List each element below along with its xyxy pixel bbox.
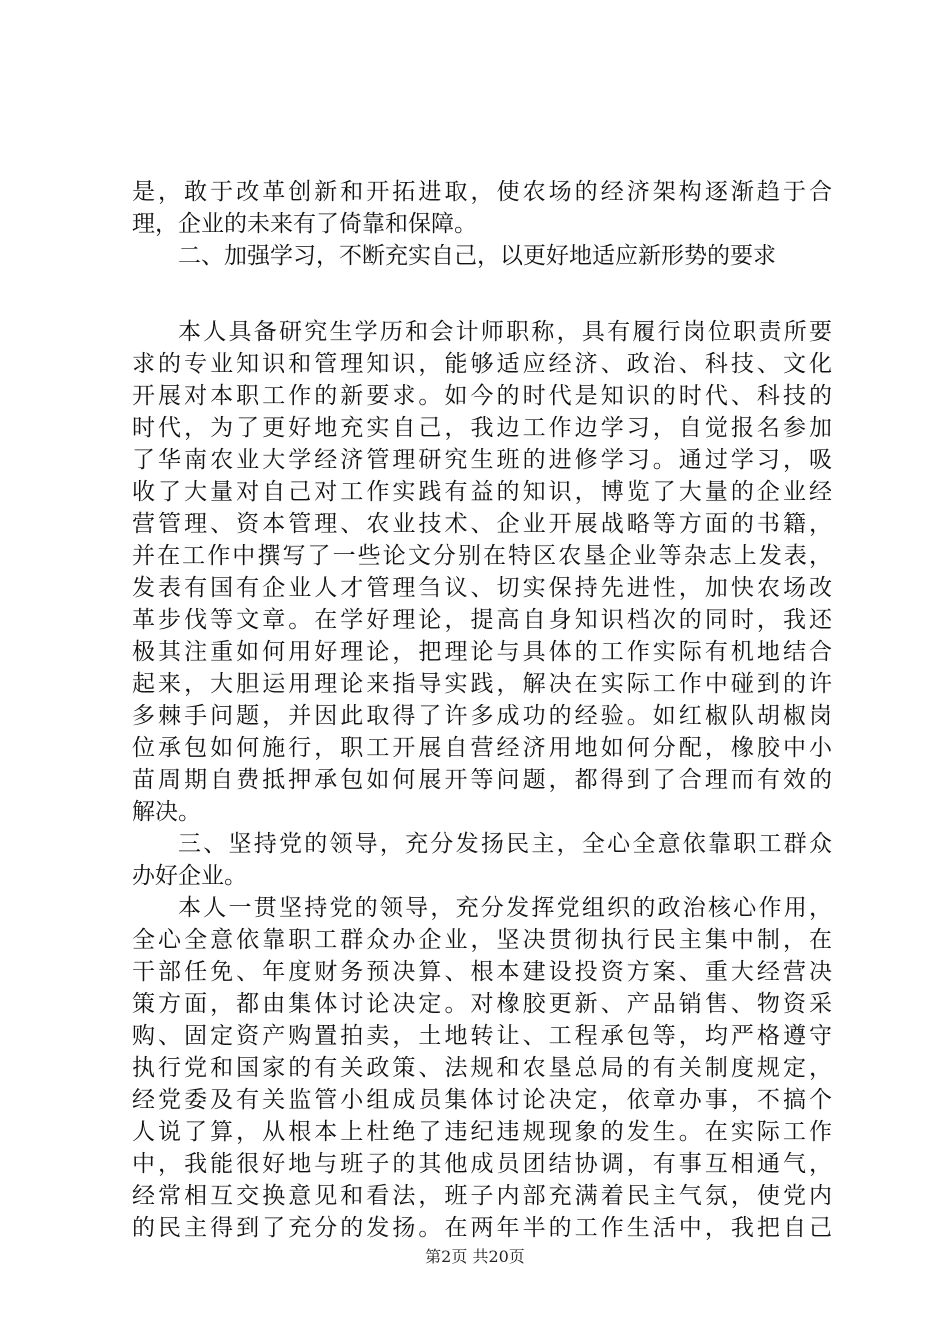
text-line: 策方面，都由集体讨论决定。对橡胶更新、产品销售、物资采 — [132, 991, 832, 1017]
text-line: 收了大量对自己对工作实践有益的知识，博览了大量的企业经 — [132, 479, 832, 505]
document-body — [132, 176, 832, 1244]
text-line: 经党委及有关监管小组成员集体讨论决定，依章办事，不搞个 — [132, 1087, 832, 1113]
text-line: 发表有国有企业人才管理刍议、切实保持先进性，加快农场改 — [132, 575, 832, 601]
paragraph-leadership — [132, 892, 832, 1244]
heading-line: 二、加强学习，不断充实自己，以更好地适应新形势的要求 — [178, 243, 776, 269]
paragraph-continuation — [132, 176, 832, 240]
blank-gap — [132, 272, 832, 316]
text-line: 全心全意依靠职工群众办企业，坚决贯彻执行民主集中制，在 — [132, 927, 832, 953]
text-line: 开展对本职工作的新要求。如今的时代是知识的时代、科技的 — [132, 383, 832, 409]
text-line: 购、固定资产购置拍卖，土地转让、工程承包等，均严格遵守 — [132, 1023, 832, 1049]
section-heading-2 — [132, 240, 832, 272]
text-line: 多棘手问题，并因此取得了许多成功的经验。如红椒队胡椒岗 — [132, 703, 832, 729]
text-line: 本人一贯坚持党的领导，充分发挥党组织的政治核心作用， — [178, 895, 832, 921]
text-line: 人说了算，从根本上杜绝了违纪违规现象的发生。在实际工作 — [132, 1119, 832, 1145]
heading-line: 三、坚持党的领导，充分发扬民主，全心全意依靠职工群众 — [178, 831, 832, 857]
section-heading-3 — [132, 828, 832, 892]
text-line: 经常相互交换意见和看法，班子内部充满着民主气氛，使党内 — [132, 1183, 832, 1209]
text-line: 位承包如何施行，职工开展自营经济用地如何分配，橡胶中小 — [132, 735, 832, 761]
text-line: 理，企业的未来有了倚靠和保障。 — [132, 211, 477, 237]
text-line: 苗周期自费抵押承包如何展开等问题，都得到了合理而有效的 — [132, 767, 832, 793]
text-line: 极其注重如何用好理论，把理论与具体的工作实际有机地结合 — [132, 639, 832, 665]
text-line: 本人具备研究生学历和会计师职称，具有履行岗位职责所要 — [178, 319, 832, 345]
text-line: 营管理、资本管理、农业技术、企业开展战略等方面的书籍， — [132, 511, 832, 537]
text-line: 起来，大胆运用理论来指导实践，解决在实际工作中碰到的许 — [132, 671, 832, 697]
text-line: 执行党和国家的有关政策、法规和农垦总局的有关制度规定， — [132, 1055, 832, 1081]
text-line: 的民主得到了充分的发扬。在两年半的工作生活中，我把自己 — [132, 1215, 832, 1241]
text-line: 求的专业知识和管理知识，能够适应经济、政治、科技、文化 — [132, 351, 832, 377]
page-number-footer: 第2页 共20页 — [425, 1247, 525, 1266]
text-line: 并在工作中撰写了一些论文分别在特区农垦企业等杂志上发表， — [132, 543, 832, 569]
text-line: 解决。 — [132, 799, 201, 825]
paragraph-study — [132, 316, 832, 828]
text-line: 革步伐等文章。在学好理论，提高自身知识档次的同时，我还 — [132, 607, 832, 633]
text-line: 了华南农业大学经济管理研究生班的进修学习。通过学习，吸 — [132, 447, 832, 473]
text-line: 时代，为了更好地充实自己，我边工作边学习，自觉报名参加 — [132, 415, 832, 441]
text-line: 干部任免、年度财务预决算、根本建设投资方案、重大经营决 — [132, 959, 832, 985]
text-line: 中，我能很好地与班子的其他成员团结协调，有事互相通气， — [132, 1151, 832, 1177]
heading-line: 办好企业。 — [132, 863, 247, 889]
text-line: 是，敢于改革创新和开拓进取，使农场的经济架构逐渐趋于合 — [132, 179, 832, 205]
